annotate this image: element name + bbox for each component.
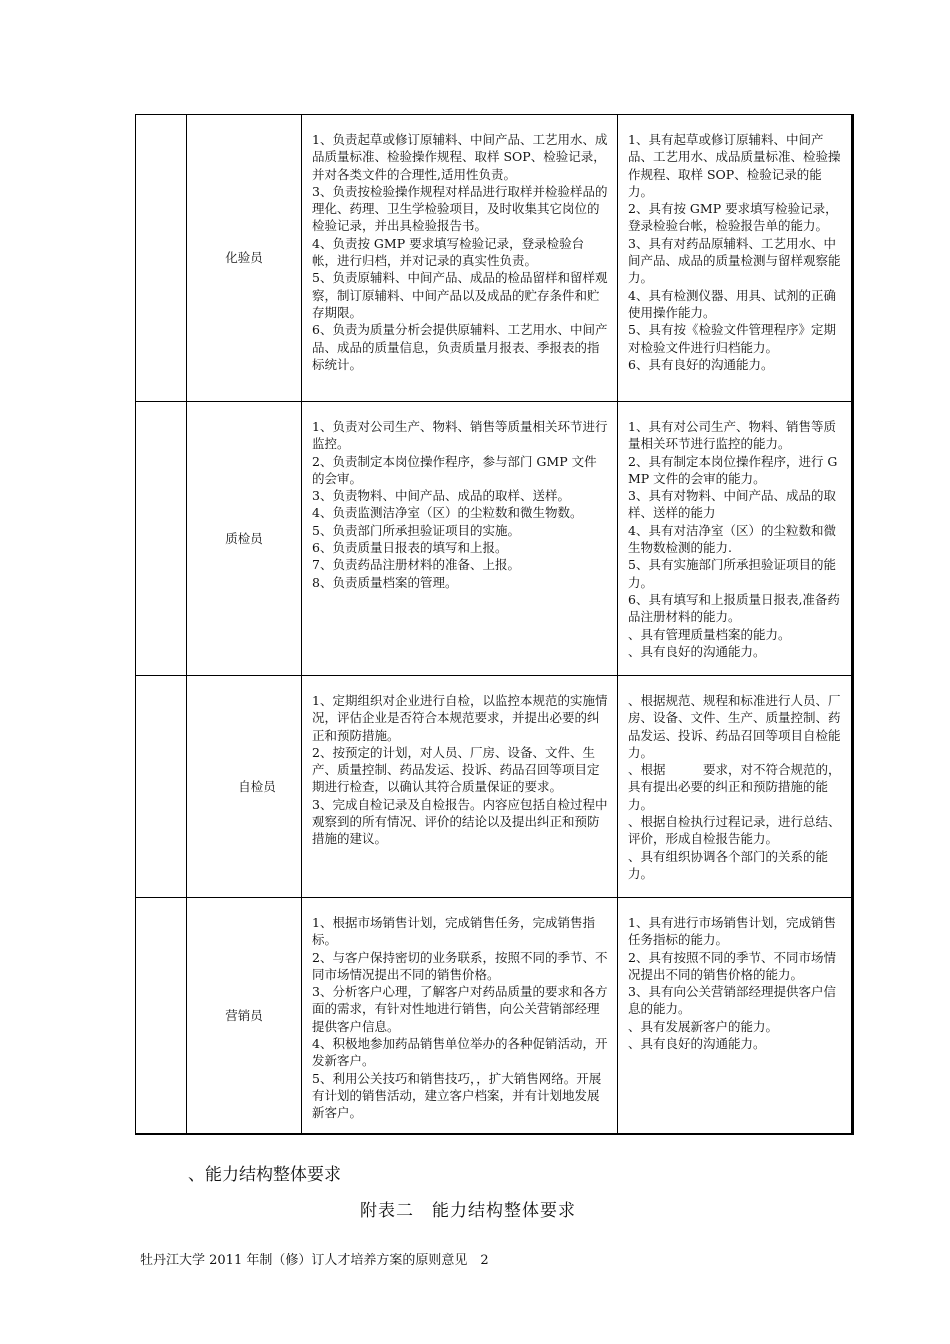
duty-item: 3、负责按检验操作规程对样品进行取样并检验样品的理化、药理、卫生学检验项目，及时收集其它岗位的检验记录，并出具检验报告书。	[312, 183, 608, 234]
role-label: 自检员	[238, 778, 276, 794]
role-label: 营销员	[225, 1007, 263, 1023]
table-row	[136, 676, 853, 898]
ability-item: 2、具有制定本岗位操作程序，进行 GMP 文件的会审的能力。	[628, 453, 838, 486]
ability-item: 、具有良好的沟通能力。	[628, 1036, 766, 1052]
duty-item: 6、负责为质量分析会提供原辅料、工艺用水、中间产品、成品的质量信息，负责质量月报表、季报表的指标统计。	[312, 322, 608, 372]
job-duty-table	[135, 114, 854, 1135]
duty-item: 8、负责质量档案的管理。	[312, 574, 458, 590]
ability-item: 、具有组织协调各个部门的关系的能力。	[628, 848, 829, 881]
duty-item: 2、与客户保持密切的业务联系，按照不同的季节、不同市场情况提出不同的销售价格。	[312, 949, 608, 982]
table-row	[136, 402, 853, 676]
ability-item: 1、具有起草或修订原辅料、中间产品、工艺用水、成品质量标准、检验操作规程、取样 SOP、检验记录的能力。	[628, 132, 841, 199]
duty-list	[302, 402, 617, 599]
duty-item: 2、负责制定本岗位操作程序，参与部门 GMP 文件的会审。	[312, 453, 597, 486]
role-label: 质检员	[225, 530, 263, 546]
duty-list	[302, 676, 617, 856]
duty-item: 4、负责监测洁净室（区）的尘粒数和微生物数。	[312, 505, 583, 521]
role-cell	[187, 676, 302, 898]
blank-cell	[136, 402, 187, 676]
ability-item: 4、具有对洁净室（区）的尘粒数和微生物数检测的能力.	[628, 522, 836, 556]
table-row	[136, 898, 853, 1134]
duty-item: 3、分析客户心理，了解客户对药品质量的要求和各方面的需求，有针对性地进行销售，向公关营销部经理提供客户信息。	[312, 984, 608, 1034]
table-row	[136, 115, 853, 402]
duty-cell	[302, 115, 618, 402]
role-cell	[187, 402, 302, 676]
ability-item: 、具有良好的沟通能力。	[628, 643, 766, 659]
duty-list	[302, 898, 617, 1130]
duty-cell	[302, 676, 618, 898]
ability-item: 、根据 要求，对不符合规范的，具有提出必要的纠正和预防措施的能力。	[628, 762, 841, 812]
duty-item: 3、负责物料、中间产品、成品的取样、送样。	[312, 488, 570, 504]
role-cell	[187, 115, 302, 402]
ability-item: 、根据自检执行过程记录，进行总结、评价，形成自检报告能力。	[628, 814, 841, 847]
blank-cell	[136, 115, 187, 402]
duty-item: 1、负责对公司生产、物料、销售等质量相关环节进行监控。	[312, 419, 608, 452]
ability-item: 、具有发展新客户的能力。	[628, 1018, 779, 1034]
ability-item: 4、具有检测仪器、用具、试剂的正确使用操作能力。	[628, 287, 836, 320]
ability-item: 1、具有对公司生产、物料、销售等质量相关环节进行监控的能力。	[628, 419, 836, 452]
ability-list	[618, 898, 851, 1060]
duty-item: 7、负责药品注册材料的准备、上报。	[312, 557, 520, 573]
duty-item: 6、负责质量日报表的填写和上报。	[312, 540, 508, 556]
ability-item: 3、具有向公关营销部经理提供客户信息的能力。	[628, 984, 836, 1017]
ability-list	[618, 115, 851, 381]
ability-item: 5、具有实施部门所承担验证项目的能力。	[628, 557, 836, 590]
appendix-title: 附表二 能力结构整体要求	[360, 1201, 576, 1221]
duty-item: 4、负责按 GMP 要求填写检验记录，登录检验台帐，进行归档，并对记录的真实性负责。	[312, 235, 585, 269]
section-heading: 、能力结构整体要求	[188, 1165, 341, 1185]
duty-item: 3、完成自检记录及自检报告。内容应包括自检过程中观察到的所有情况、评价的结论以及提出纠正和预防措施的建议。	[312, 796, 608, 847]
duty-item: 1、负责起草或修订原辅料、中间产品、工艺用水、成品质量标准、检验操作规程、取样 SOP、检验记录，并对各类文件的合理性,适用性负责。	[312, 132, 608, 182]
ability-cell	[618, 402, 853, 676]
duty-cell	[302, 402, 618, 676]
duty-item: 1、根据市场销售计划，完成销售任务，完成销售指标。	[312, 915, 595, 948]
blank-cell	[136, 676, 187, 898]
ability-cell	[618, 115, 853, 402]
duty-item: 5、负责原辅料、中间产品、成品的检品留样和留样观察，制订原辅料、中间产品以及成品的贮存条件和贮存期限。	[312, 270, 608, 320]
ability-item: 2、具有按照不同的季节、不同市场情况提出不同的销售价格的能力。	[628, 949, 836, 982]
duty-cell	[302, 898, 618, 1134]
ability-list	[618, 402, 851, 668]
ability-item: 6、具有良好的沟通能力。	[628, 356, 774, 372]
ability-cell	[618, 898, 853, 1134]
duty-item: 5、利用公关技巧和销售技巧，，扩大销售网络。开展有计划的销售活动，建立客户档案，并有计划地发展新客户。	[312, 1070, 602, 1121]
ability-item: 、具有管理质量档案的能力。	[628, 626, 791, 642]
ability-item: 6、具有填写和上报质量日报表,准备药品注册材料的能力。	[628, 591, 840, 625]
ability-item: 、根据规范、规程和标准进行人员、厂房、设备、文件、生产、质量控制、药品发运、投诉、药品召回等项目自检能力。	[628, 693, 841, 760]
ability-item: 2、具有按 GMP 要求填写检验记录，登录检验台帐，检验报告单的能力。	[628, 201, 838, 234]
ability-list	[618, 676, 851, 890]
duty-item: 5、负责部门所承担验证项目的实施。	[312, 522, 520, 538]
blank-cell	[136, 898, 187, 1134]
ability-item: 3、具有对药品原辅料、工艺用水、中间产品、成品的质量检测与留样观察能力。	[628, 235, 841, 286]
ability-item: 3、具有对物料、中间产品、成品的取样、送样的能力	[628, 488, 836, 521]
page-footer: 牡丹江大学 2011 年制（修）订人才培养方案的原则意见 2	[140, 1253, 489, 1268]
ability-item: 1、具有进行市场销售计划，完成销售任务指标的能力。	[628, 915, 836, 948]
duty-list	[302, 115, 617, 381]
ability-cell	[618, 676, 853, 898]
duty-item: 1、定期组织对企业进行自检，以监控本规范的实施情况，评估企业是否符合本规范要求，并提出必要的纠正和预防措施。	[312, 693, 608, 743]
duty-item: 4、积极地参加药品销售单位举办的各种促销活动，开发新客户。	[312, 1036, 608, 1069]
role-label: 化验员	[225, 250, 263, 266]
ability-item: 5、具有按《检验文件管理程序》定期对检验文件进行归档能力。	[628, 322, 836, 355]
role-cell	[187, 898, 302, 1134]
duty-item: 2、按预定的计划，对人员、厂房、设备、文件、生产、质量控制、药品发运、投诉、药品召回等项目定期进行检查，以确认其符合质量保证的要求。	[312, 744, 600, 795]
